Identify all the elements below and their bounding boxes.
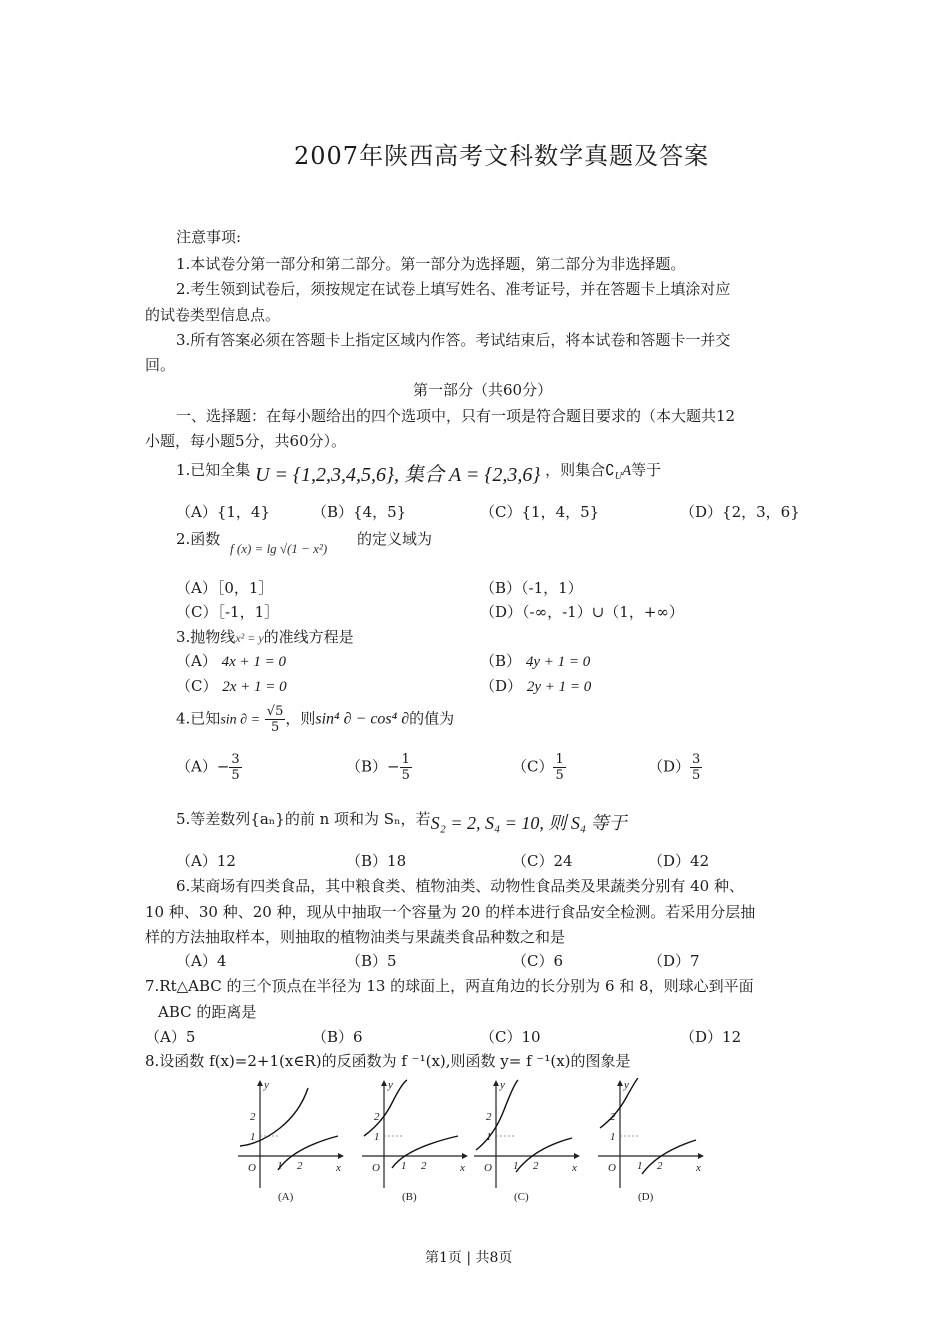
notice-item-1: 1.本试卷分第一部分和第二部分。第一部分为选择题，第二部分为非选择题。 bbox=[176, 255, 686, 273]
y-tick-1: 1 bbox=[374, 1131, 380, 1143]
q4-prefix: 4.已知 bbox=[176, 709, 221, 728]
q4-option-b-label: （B） bbox=[346, 757, 388, 776]
y-axis-label: y bbox=[388, 1079, 393, 1091]
q4-suffix: 的值为 bbox=[409, 709, 455, 728]
q1-suffix-end: 等于 bbox=[631, 461, 662, 479]
origin-label: O bbox=[248, 1162, 256, 1174]
q3-option-c-label: （C） bbox=[176, 677, 218, 695]
graph-c bbox=[474, 1079, 580, 1203]
q4-fraction bbox=[265, 704, 286, 735]
q4-option-d-den: 5 bbox=[692, 768, 701, 783]
x-axis-label: x bbox=[572, 1162, 577, 1174]
q4-sin: sin ∂ = bbox=[220, 712, 261, 728]
q3-formula: x² = y bbox=[235, 631, 264, 645]
notice-item-3-line1: 3.所有答案必须在答题卡上指定区域内作答。考试结束后，将本试卷和答题卡一并交 bbox=[176, 331, 731, 349]
q5-formula: S₂ = 2, S₄ = 10, 则 S₄ 等于 bbox=[430, 813, 627, 833]
part1-instructions-line1: 一、选择题：在每小题给出的四个选项中，只有一项是符合题目要求的（本大题共12 bbox=[176, 407, 736, 425]
q7-line2: ABC 的距离是 bbox=[158, 1003, 257, 1021]
part1-heading: 第一部分（共60分） bbox=[413, 381, 553, 399]
q4-option-a-fraction bbox=[229, 752, 241, 783]
graph-caption: (A) bbox=[278, 1191, 294, 1203]
q3-stem bbox=[176, 626, 354, 647]
x-tick-1: 1 bbox=[637, 1160, 643, 1172]
q5-option-b: （B）18 bbox=[346, 852, 407, 870]
y-tick-2: 2 bbox=[610, 1111, 616, 1123]
x-axis-arrow bbox=[462, 1153, 468, 1159]
x-tick-2: 2 bbox=[533, 1160, 539, 1172]
q1-option-c: （C）{1，4，5} bbox=[480, 503, 600, 521]
q7-option-b: （B）6 bbox=[312, 1028, 363, 1046]
q4-option-c-fraction bbox=[553, 752, 565, 783]
q4-option-b-num: 1 bbox=[401, 752, 410, 767]
q3-suffix: 的准线方程是 bbox=[263, 628, 354, 646]
page-title: 2007年陕西高考文科数学真题及答案 bbox=[294, 142, 710, 170]
q4-option-a-num: 3 bbox=[231, 752, 240, 767]
q4-option-d bbox=[648, 752, 702, 783]
q2-option-c: （C）［-1，1］ bbox=[176, 603, 280, 621]
notice-item-2-line1: 2.考生领到试卷后，须按规定在试卷上填写姓名、准考证号，并在答题卡上填涂对应 bbox=[176, 280, 731, 298]
q1-formula: U = {1,2,3,4,5,6}, 集合 A = {2,3,6} bbox=[255, 464, 541, 486]
q3-option-a bbox=[176, 650, 286, 671]
q4-option-c-label: （C） bbox=[512, 757, 554, 776]
q5-prefix: 5.等差数列{aₙ}的前 n 项和为 Sₙ，若 bbox=[176, 810, 431, 828]
part1-instructions-line2: 小题，每小题5分，共60分）。 bbox=[145, 432, 347, 450]
q3-option-b-formula: 4y + 1 = 0 bbox=[525, 654, 591, 670]
q6-option-b: （B）5 bbox=[346, 952, 397, 970]
origin-label: O bbox=[372, 1162, 380, 1174]
q4-stem bbox=[176, 704, 454, 735]
q3-prefix: 3.抛物线 bbox=[176, 628, 236, 646]
q4-option-b-den: 5 bbox=[401, 768, 410, 783]
q6-option-d: （D）7 bbox=[648, 952, 700, 970]
q3-option-b-label: （B） bbox=[480, 652, 522, 670]
q3-option-c bbox=[176, 675, 287, 696]
q4-fraction-num: √5 bbox=[266, 704, 284, 719]
q7-option-c: （C）10 bbox=[480, 1028, 541, 1046]
q4-option-a bbox=[176, 752, 242, 783]
y-tick-1: 1 bbox=[250, 1131, 256, 1143]
q2-option-b: （B）（-1，1） bbox=[480, 579, 583, 597]
q1-suffix: ，则集合∁ bbox=[545, 461, 615, 479]
graph-caption: (B) bbox=[402, 1191, 417, 1203]
q3-option-c-formula: 2x + 1 = 0 bbox=[222, 679, 287, 695]
x-axis-arrow bbox=[338, 1153, 344, 1159]
x-tick-2: 2 bbox=[421, 1160, 427, 1172]
y-tick-2: 2 bbox=[250, 1111, 256, 1123]
q4-option-a-den: 5 bbox=[231, 768, 240, 783]
q2-option-d: （D）（-∞，-1）∪（1，+∞） bbox=[480, 603, 684, 621]
y-axis-arrow bbox=[493, 1080, 499, 1086]
q7-option-a: （A）5 bbox=[145, 1028, 196, 1046]
q8-stem: 8.设函数 f(x)=2+1(x∈R)的反函数为 f ⁻¹(x),则函数 y= f ⁻¹(x)的图象是 bbox=[145, 1052, 631, 1070]
x-axis-label: x bbox=[696, 1162, 701, 1174]
graph-b bbox=[362, 1079, 468, 1203]
y-axis-arrow bbox=[617, 1080, 623, 1086]
notice-item-3-line2: 回。 bbox=[145, 356, 176, 374]
x-tick-2: 2 bbox=[657, 1160, 663, 1172]
q3-option-d bbox=[480, 675, 591, 696]
q4-option-d-label: （D） bbox=[648, 757, 691, 776]
q2-option-a: （A）［0，1］ bbox=[176, 579, 274, 597]
q4-option-a-sign: − bbox=[216, 757, 230, 776]
q5-option-d: （D）42 bbox=[648, 852, 710, 870]
q1-option-a: （A）{1，4} bbox=[176, 503, 271, 521]
q4-mid: ，则 bbox=[285, 709, 316, 728]
graph-d bbox=[598, 1078, 704, 1203]
x-axis-label: x bbox=[460, 1162, 465, 1174]
y-axis-arrow bbox=[257, 1080, 263, 1086]
q1-suffix-a: A bbox=[621, 463, 632, 479]
y-axis-label: y bbox=[500, 1079, 505, 1091]
graph-caption: (D) bbox=[638, 1191, 654, 1203]
q4-option-b bbox=[346, 752, 412, 783]
q2-formula: f (x) = lg √(1 − x²) bbox=[230, 541, 328, 556]
q3-option-a-label: （A） bbox=[176, 652, 217, 670]
q4-option-a-label: （A） bbox=[176, 757, 217, 776]
q6-line2: 10 种、30 种、20 种，现从中抽取一个容量为 20 的样本进行食品安全检测。若采用分层抽 bbox=[145, 903, 756, 921]
q3-option-a-formula: 4x + 1 = 0 bbox=[221, 654, 287, 670]
q6-option-a: （A）4 bbox=[176, 952, 227, 970]
origin-label: O bbox=[484, 1162, 492, 1174]
function-curve-lower bbox=[516, 1138, 572, 1172]
q6-line3: 样的方法抽取样本，则抽取的植物油类与果蔬类食品种数之和是 bbox=[145, 928, 566, 946]
graph-a bbox=[238, 1079, 344, 1203]
q2-prefix: 2.函数 bbox=[176, 530, 221, 548]
function-curve-lower bbox=[278, 1136, 338, 1170]
q5-stem bbox=[176, 804, 627, 833]
function-curve-upper bbox=[364, 1080, 407, 1136]
q3-option-d-label: （D） bbox=[480, 677, 523, 695]
q1-option-b: （B）{4，5} bbox=[312, 503, 407, 521]
function-curve-lower bbox=[642, 1140, 696, 1174]
q1-suffix-u: U bbox=[614, 471, 622, 482]
q3-option-b bbox=[480, 650, 590, 671]
x-tick-1: 1 bbox=[513, 1160, 519, 1172]
q7-option-d: （D）12 bbox=[680, 1028, 742, 1046]
x-tick-2: 2 bbox=[297, 1160, 303, 1172]
function-curve-upper bbox=[476, 1080, 518, 1150]
page-footer: 第1页 | 共8页 bbox=[425, 1250, 513, 1266]
q5-option-c: （C）24 bbox=[512, 852, 573, 870]
x-axis-label: x bbox=[336, 1162, 341, 1174]
q4-option-d-fraction bbox=[690, 752, 702, 783]
q5-option-a: （A）12 bbox=[176, 852, 236, 870]
y-axis-arrow bbox=[381, 1080, 387, 1086]
x-axis-arrow bbox=[698, 1153, 704, 1159]
y-tick-2: 2 bbox=[374, 1111, 380, 1123]
x-axis-arrow bbox=[574, 1153, 580, 1159]
y-tick-1: 1 bbox=[610, 1131, 616, 1143]
q4-option-b-sign: − bbox=[387, 757, 400, 776]
q4-option-b-fraction bbox=[400, 752, 412, 783]
q4-option-c-den: 5 bbox=[555, 768, 564, 783]
q4-option-c-num: 1 bbox=[555, 752, 564, 767]
q6-option-c: （C）6 bbox=[512, 952, 564, 970]
y-axis-label: y bbox=[264, 1079, 269, 1091]
q4-fraction-den: 5 bbox=[270, 720, 280, 735]
q1-option-d: （D）{2，3，6} bbox=[680, 503, 800, 521]
y-axis-label: y bbox=[624, 1079, 629, 1091]
y-tick-2: 2 bbox=[486, 1111, 492, 1123]
x-tick-1: 1 bbox=[401, 1160, 407, 1172]
notice-item-2-line2: 的试卷类型信息点。 bbox=[145, 306, 281, 324]
notice-heading: 注意事项: bbox=[176, 228, 242, 246]
q1-stem bbox=[176, 452, 662, 486]
x-tick-1: 1 bbox=[277, 1160, 283, 1172]
q4-option-d-num: 3 bbox=[692, 752, 701, 767]
q8-graphs bbox=[230, 1078, 730, 1203]
q6-line1: 6.某商场有四类食品，其中粮食类、植物油类、动物性食品类及果蔬类分别有 40 种、 bbox=[176, 877, 744, 895]
y-tick-1: 1 bbox=[486, 1131, 492, 1143]
origin-label: O bbox=[608, 1162, 616, 1174]
q7-line1: 7.Rt△ABC 的三个顶点在半径为 13 的球面上，两直角边的长分别为 6 和 8，则球心到平面 bbox=[145, 977, 754, 995]
q4-formula: sin⁴ ∂ − cos⁴ ∂ bbox=[315, 710, 410, 728]
graph-caption: (C) bbox=[514, 1191, 529, 1203]
q2-suffix: 的定义域为 bbox=[357, 530, 433, 548]
q4-option-c bbox=[512, 752, 566, 783]
q3-option-d-formula: 2y + 1 = 0 bbox=[526, 679, 592, 695]
q1-prefix: 1.已知全集 bbox=[176, 461, 251, 479]
